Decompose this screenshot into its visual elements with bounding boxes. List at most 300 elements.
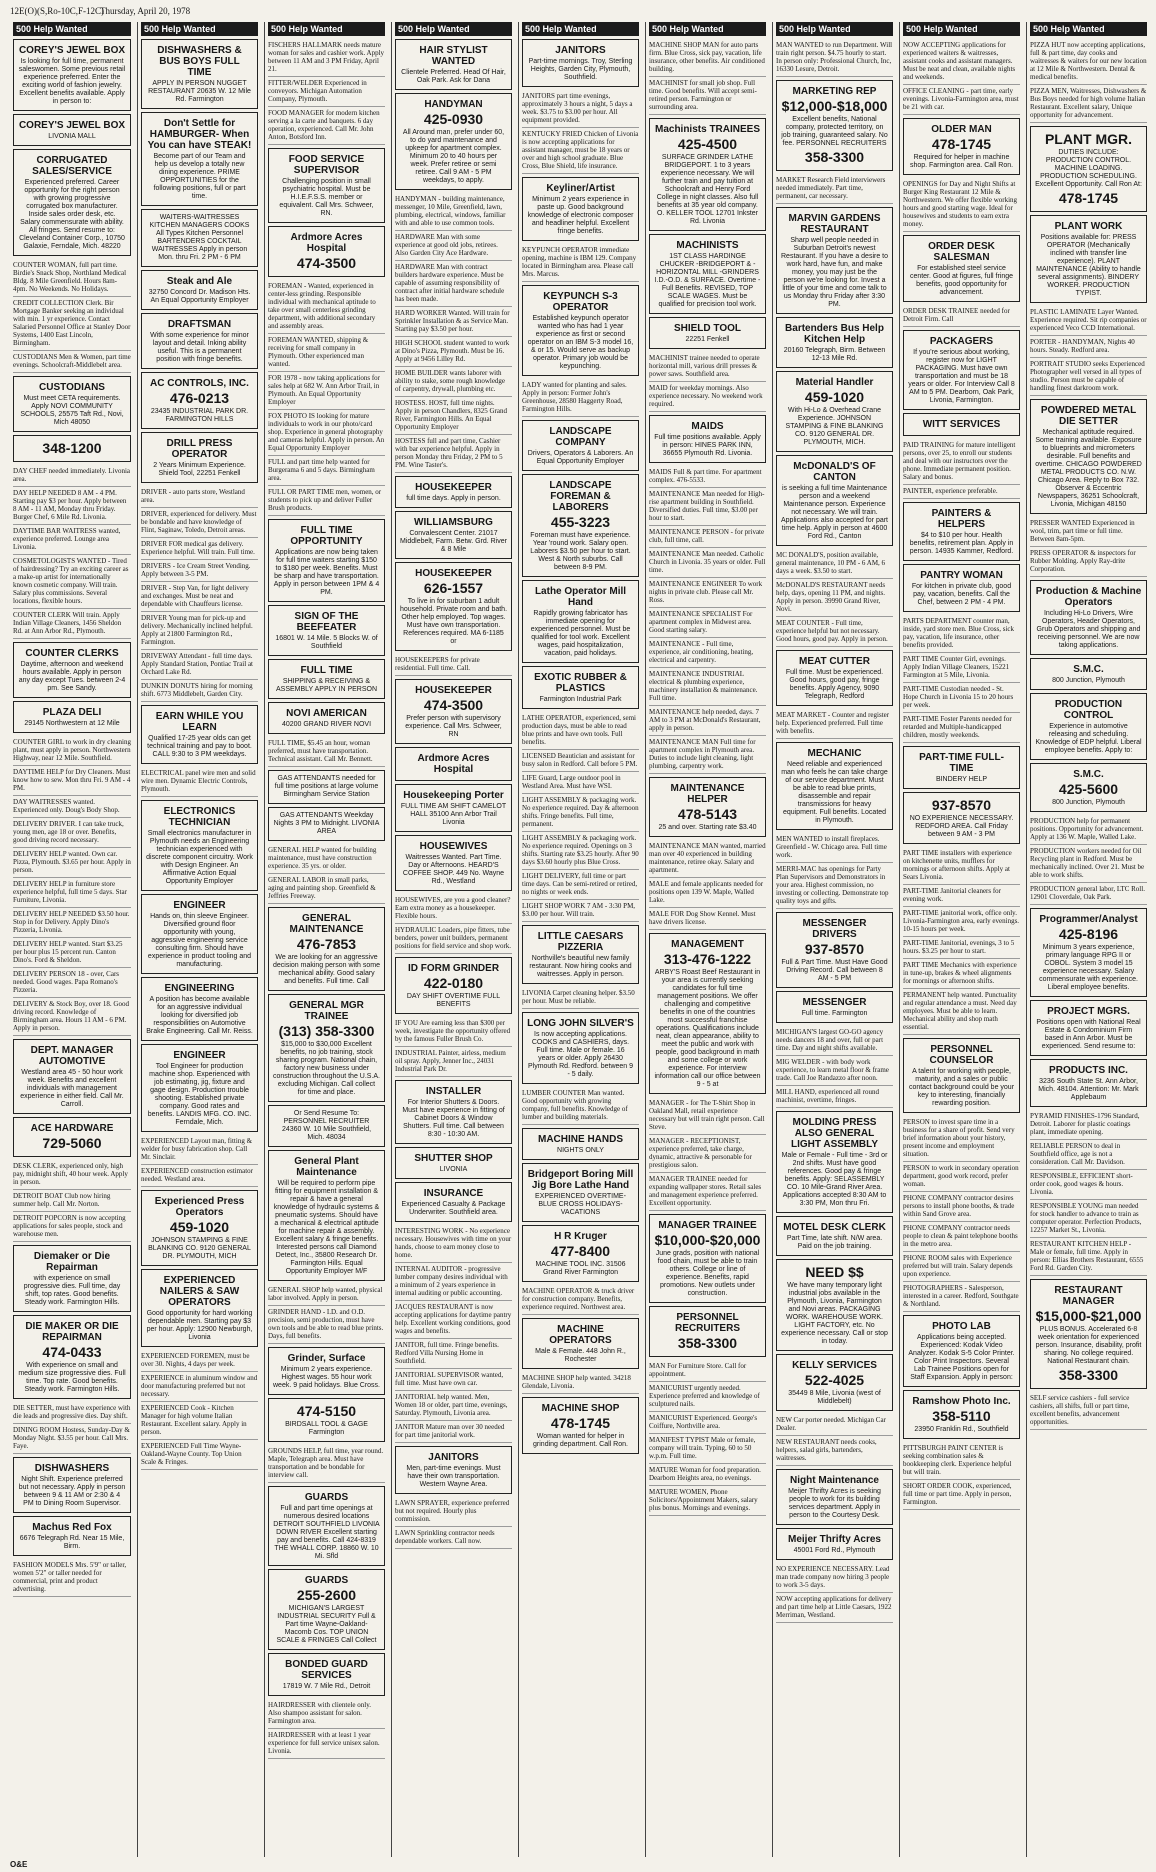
ad-body: PORTRAIT STUDIO seeks Experienced Photographer well versed in all types of studio. Person must be capable of handling finest darkroom work.: [1030, 360, 1145, 392]
ad-body: DELIVERY HELP NEEDED $3.50 hour. Stop in for Delivery. Apply Dino's Pizzeria, Livonia.: [13, 910, 130, 934]
classified-ad: [522, 244, 639, 282]
ad-body: Small electronics manufacturer in Plymouth needs an Engineering technician experienced with discrete component circuitry. Work with Design Engineer. An Affirmative Action Equal Opportunity Employer: [146, 830, 253, 885]
classified-ad: [395, 337, 512, 367]
ad-body: SELF service cashiers - full service cashiers, all shifts, full or part time, excellent benefits, advancement opportunities.: [1030, 1394, 1130, 1426]
ad-body: DAYTIME HELP for Dry Cleaners. Must know how to sew. Mon thru Fri. 9 AM - 4 PM.: [13, 768, 131, 792]
display-ad: [268, 807, 385, 841]
display-ad: [522, 474, 639, 577]
display-ad: [776, 650, 893, 706]
ad-heading: PROJECT MGRS.: [1047, 1006, 1130, 1017]
display-ad: [268, 1150, 385, 1281]
classified-ad: [13, 848, 131, 878]
ad-body: KEYPUNCH OPERATOR immediate opening, machine is IBM 129. Company located in Birmingham area. Please call Mrs. Marcus.: [522, 246, 637, 278]
classified-ad: [776, 1026, 893, 1056]
classified-ad: [395, 435, 512, 473]
classified-ad: [522, 794, 639, 832]
classified-ad: [13, 1402, 131, 1424]
display-ad: [395, 562, 512, 651]
ad-body: MANAGER TRAINEE needed for expanding wallpaper stores. Retail sales and management experience preferred. Excellent opportunity.: [649, 1175, 762, 1207]
ad-heading: MEAT CUTTER: [799, 656, 870, 667]
classified-ad: [776, 863, 893, 909]
ad-heading: DIE MAKER OR DIE REPAIRMAN: [25, 1321, 119, 1343]
ad-body: MILL HAND, experienced all round machinist, overtime, fringes.: [776, 1088, 879, 1104]
ad-body: Northville's beautiful new family restaurant. Now hiring cooks and waitresses. Apply in person.: [529, 955, 632, 978]
ad-body: EXPERIENCED Layout man, fitting & welder for busy fabrication shop. Call Mr. Sinclair.: [141, 1137, 253, 1161]
ad-body: MAN WANTED to run Department. Will train right person. $4.75 hourly to start. In person only: Professional Church, Inc, 16330 Lesure, Detroit.: [776, 41, 893, 73]
classified-ad: [395, 1301, 512, 1339]
ad-body: PRODUCTION help for permanent positions. Opportunity for advancement. Apply at 136 W. Maple, Walled Lake.: [1030, 817, 1144, 841]
ad-body: BIRDSALL TOOL & GAGE Farmington: [285, 1421, 368, 1436]
classified-ad: [13, 1424, 131, 1454]
display-ad: [776, 742, 893, 830]
ad-heading: Steak and Ale: [166, 276, 233, 287]
ad-phone: 478-1745: [931, 136, 992, 152]
display-ad: [522, 285, 639, 376]
ad-body: Full time. Must be experienced. Good hours, good pay, fringe benefits. Apply Agency, 9090 Telegraph, Redford: [785, 669, 884, 700]
classified-ad: [649, 638, 766, 668]
ad-body: MAINTENANCE MAN Full time for apartment complex in Plymouth area. Duties to include light cleaning, light plumbing, carpentry work.: [649, 738, 756, 770]
classified-ad: [649, 668, 766, 706]
classified-ad: [649, 548, 766, 578]
classified-ad: [1030, 1238, 1147, 1276]
ad-phone: 348-1200: [42, 440, 102, 456]
display-ad: [13, 435, 131, 462]
ad-phone: 478-1745: [1058, 190, 1119, 206]
classified-ad: [776, 1593, 893, 1623]
ad-heading: Diemaker or Die Repairman: [33, 1251, 111, 1273]
ad-body: Foreman must have experience. Year 'round work. Salary open. Laborers $3.50 per hour to start. West & North suburbs. Call between 8-9 PM.: [530, 532, 631, 571]
ad-body: PERMANENT help wanted. Punctuality and regular attendance a must. Need day employees. Must be able to learn. Mechanical ability and shop math essential.: [903, 991, 1017, 1031]
ad-body: NIGHTS ONLY: [557, 1147, 604, 1154]
classified-column: [518, 22, 642, 1857]
ad-body: MANICURIST Experienced. George's Coiffure, Northville area.: [649, 1414, 758, 1430]
ad-body: full time days. Apply in person.: [406, 495, 501, 502]
classified-ad: [649, 878, 766, 908]
ad-heading: MARVIN GARDENS RESTAURANT: [788, 213, 881, 235]
ad-body: McDONALD'S RESTAURANT needs help, days, opening 11 PM, and nights. Apply in person. 39990 Grand River, Novi.: [776, 581, 886, 613]
ad-heading: Machinists TRAINEES: [654, 124, 761, 135]
ad-body: SHORT ORDER COOK, experienced, full time or part time. Apply in person, Farmington.: [903, 1482, 1012, 1506]
ad-body: NO EXPERIENCE NECESSARY. REDFORD AREA. Call Friday between 9 AM - 3 PM: [909, 815, 1014, 838]
classified-ad: [141, 680, 258, 702]
classified-ad: [141, 650, 258, 680]
display-ad: [268, 702, 385, 734]
display-ad: [1030, 908, 1147, 997]
display-ad: [268, 659, 385, 699]
classified-ad: [649, 1412, 766, 1434]
classified-ad: [13, 1190, 131, 1212]
ad-body: MAINTENANCE INDUSTRIAL electrical & plumbing experience, machinery installation & maintenance. Full time.: [649, 670, 758, 702]
ad-body: For Interior Shutters & Doors. Must have experience in fitting of Cabinet Doors & Window Shutters. Full time. Call between 8:30 - 10:30 AM.: [402, 1099, 505, 1138]
ad-phone: 474-0433: [42, 1344, 102, 1360]
display-ad: [903, 118, 1020, 175]
classified-ad: [903, 847, 1020, 885]
ad-body: Mechanical aptitude required. Some training available. Exposure to blueprints and micrometers desirable. Full benefits and overtime. CHICAGO POWDERED METAL PRODUCTS CO. N.W. Chicago Area. Reply to Box 732. Observer & Eccentric Newspapers, 36251 Schoolcraft, Livonia, Michigan 48150: [1035, 429, 1142, 508]
ad-phone: $10,000-$20,000: [654, 1232, 761, 1248]
ad-body: PART-TIME Foster Parents needed for retarded and Multiple-handicapped children, mostly weekends.: [903, 715, 1012, 739]
columns: [10, 22, 1150, 1857]
ad-body: JANITORIAL help wanted. Men, Women 18 or older, part time, evenings, Saturday. Plymouth, Livonia area.: [395, 1393, 508, 1417]
classified-ad: [649, 466, 766, 488]
classified-ad: [649, 39, 766, 77]
classified-ad: [903, 653, 1020, 683]
classified-ad: [1030, 883, 1147, 905]
ad-body: with experience on small progressive dies. Full time, day shift, top rates. Good benefits. Steady work. Farmington Hills.: [23, 1275, 121, 1306]
classified-ad: [395, 367, 512, 397]
ad-body: PRODUCTION workers needed for Oil Recycling plant in Redford. Must be mechanically inclined. Over 21. Must be able to work shifts.: [1030, 847, 1145, 879]
classified-ad: [13, 796, 131, 818]
ad-body: RELIABLE PERSON to deal in Southfield office, age is not a consideration. Call Mr. Davidson.: [1030, 1142, 1125, 1166]
ad-body: GRINDER HAND - I.D. and O.D. precision, semi production, must have own tools and be able to read blue prints. Days, full benefits.: [268, 1308, 384, 1340]
classified-column: [1026, 22, 1150, 1857]
display-ad: [522, 177, 639, 241]
ad-body: Or Send Resume To: PERSONNEL RECRUITER 24360 W. 10 Mile Southfield, Mich. 48034: [281, 1110, 372, 1141]
ad-heading: PLANT WORK: [1054, 221, 1123, 232]
ad-body: Good opportunity for hard working dependable men. Starting pay $3 per hour. Apply: 12900 Newburgh, Livonia: [146, 1310, 253, 1341]
classified-ad: [13, 878, 131, 908]
ad-heading: PRODUCTS INC.: [1049, 1065, 1128, 1076]
ad-body: RESTAURANT KITCHEN HELP - Male or female, full time. Apply in person: Ellias Brothers Restaurant, 6555 Ford Rd. Garden City.: [1030, 1240, 1144, 1272]
ad-phone: 313-476-1222: [663, 951, 752, 967]
ad-body: PHONE COMPANY contractor desires persons to install phone booths, & trade within Sand Grove area.: [903, 1194, 1015, 1218]
ad-heading: MESSENGER: [802, 997, 867, 1008]
ad-heading: JANITORS: [555, 45, 606, 56]
ad-body: LIVONIA Carpet cleaning helper. $3.50 per hour. Must be reliable.: [522, 989, 635, 1005]
ad-heading: ENGINEERING: [164, 983, 235, 994]
ad-heading: LANDSCAPE COMPANY: [549, 426, 612, 448]
ad-body: DRIVER Young man for pick-up and delivery. Mechanically inclined helpful. Apply at 21800 Farmington Rd., Farmington.: [141, 614, 253, 646]
ad-body: DETROIT POPCORN is now accepting applications for sales people, stock and warehouse men.: [13, 1214, 126, 1238]
ad-heading: PART-TIME FULL-TIME: [919, 752, 1004, 774]
classified-ad: [649, 1382, 766, 1412]
ad-body: With some experience for minor layout and detail. Inking ability useful. This is a permanent position with fringe benefits.: [150, 332, 249, 363]
ad-heading: Production & Machine Operators: [1035, 586, 1142, 608]
display-ad: [1030, 215, 1147, 303]
classified-ad: [268, 874, 385, 904]
ad-heading: DRAFTSMAN: [167, 319, 232, 330]
ad-body: Drivers, Operators & Laborers. An Equal Opportunity Employer: [527, 450, 634, 465]
classified-ad: [776, 1086, 893, 1108]
ad-body: To live in for suburban 1 adult household. Private room and bath. Other help employed. Top wages. Must have own transportation. References required. MA 6-1185 or: [400, 598, 508, 645]
ad-body: MATURE Woman for food preparation. Dearborn Heights area, no evenings.: [649, 1466, 761, 1482]
ad-body: HARD WORKER Wanted. Will train for Sprinkler Installation & as Service Man. Starting pay $3.50 per hour.: [395, 309, 510, 333]
display-ad: [776, 80, 893, 171]
classified-ad: [903, 85, 1020, 115]
classified-ad: [649, 1486, 766, 1516]
classified-ad: [13, 259, 131, 297]
ad-body: JANITORS part time evenings, approximately 3 hours a night, 5 days a week. $3.75 to $3.00 per hour. All equipment provided.: [522, 92, 633, 124]
ad-body: Minimum 2 years experience. Highest wages. 55 hour work week. 9 paid holidays. Blue Cross.: [273, 1366, 380, 1389]
ad-heading: GENERAL MGR TRAINEE: [289, 1000, 364, 1022]
ad-body: Minimum 2 years experience in paste up. Good background knowledge of electronic composer and headliner helpful. Excellent fringe benefits.: [527, 196, 634, 235]
ad-phone: 522-4025: [804, 1372, 865, 1388]
display-ad: [1030, 1000, 1147, 1056]
ad-heading: PANTRY WOMAN: [920, 570, 1003, 581]
classified-ad: [649, 77, 766, 115]
ad-body: DUTIES INCLUDE: PRODUCTION CONTROL. MACHINE LOADING. PRODUCTION SCHEDULING. Excellent Opportunity. Call Ron At:: [1035, 149, 1142, 188]
ad-body: HANDYMAN - building maintenance, messenger, 10 Mile, Greenfield, lawn, plumbing, electrical, windows, familiar with and able to use common tools.: [395, 195, 506, 227]
classified-ad: [268, 1729, 385, 1759]
display-ad: [776, 912, 893, 988]
ad-body: WAITERS-WAITRESSES KITCHEN MANAGERS COOKS All Types Kitchen Personnel BARTENDERS COCKTAIL WAITRESSES Apply in person Mon. thru Fri. 2 PM - 6 PM: [149, 214, 250, 261]
display-ad: [903, 235, 1020, 302]
ad-phone: 425-5600: [1058, 781, 1119, 797]
ad-body: Meijer Thrifty Acres is seeking people to work for its building services department. Apply in person to the Courtesy Desk.: [788, 1488, 881, 1519]
ad-phone: 358-3300: [677, 1335, 738, 1351]
ad-body: GAS ATTENDANTS needed for full time positions at large volume Birmingham Service Station: [274, 775, 379, 798]
ad-heading: PERSONNEL COUNSELOR: [929, 1044, 994, 1066]
classified-ad: [13, 351, 131, 373]
ad-heading: MARKETING REP: [792, 86, 877, 97]
ad-heading: LITTLE CAESARS PIZZERIA: [537, 931, 624, 953]
ad-phone: NEED $$: [805, 1264, 864, 1280]
ad-body: NOW accepting applications for delivery and part time help at Little Caesars, 1922 Merriman, Westland.: [776, 1595, 892, 1619]
ad-body: PRESSER WANTED Experienced in wool, trim, part time or full time. Between 8am-5pm.: [1030, 519, 1135, 543]
ad-body: LIGHT SHOP WORK 7 AM - 3:30 PM, $3.00 per hour. Will train.: [522, 902, 636, 918]
display-ad: [522, 1163, 639, 1222]
classified-ad: [13, 908, 131, 938]
display-ad: [649, 1306, 766, 1357]
ad-body: APPLY IN PERSON NUGGET RESTAURANT 20635 W. 12 Mile Rd. Farmington: [148, 80, 251, 103]
ad-body: 20160 Telegraph, Birm. Between 12-13 Mile Rd.: [783, 347, 886, 362]
ad-body: PART TIME Mechanics with experience in tune-up, brakes & wheel alignments for mornings or afternoon shifts.: [903, 961, 1017, 985]
display-ad: [649, 777, 766, 837]
display-ad: [13, 1117, 131, 1157]
ad-phone: 358-3300: [1058, 1367, 1119, 1383]
ad-body: LIFE Guard, Large outdoor pool in Westland Area. Must have WSI.: [522, 774, 621, 790]
ad-body: DRIVEWAY Attendant - full time days. Apply Standard Station, Pontiac Trail at Orchard Lake Rd.: [141, 652, 253, 676]
ad-body: MIG WELDER - with body work experience, to learn metal floor & frame trade. Call Joe Randazzo after noon.: [776, 1058, 889, 1082]
display-ad: [522, 39, 639, 87]
ad-heading: Lathe Operator Mill Hand: [534, 586, 627, 608]
ad-body: DAY CHEF needed immediately. Livonia area.: [13, 467, 131, 483]
display-ad: [268, 226, 385, 277]
ad-body: PART-TIME Custodian needed - St. Hope Church in Livonia 15 to 20 hours per week.: [903, 685, 1014, 709]
classified-ad: [1030, 547, 1147, 577]
column-header: 500 Help Wanted: [522, 22, 639, 36]
classified-ad: [903, 39, 1020, 85]
ad-heading: KEYPUNCH S-3 OPERATOR: [543, 291, 618, 313]
column-header: 500 Help Wanted: [268, 22, 385, 36]
ad-body: IF YOU Are earning less than $300 per week, investigate the opportunity offered by the famous Fuller Brush Co.: [395, 1019, 511, 1043]
display-ad: [903, 792, 1020, 844]
display-ad: [395, 39, 512, 90]
ad-body: $4 to $10 per hour. Health benefits, retirement plan. Apply in person. 14935 Kammer, Redford.: [909, 532, 1014, 555]
classified-ad: [649, 908, 766, 930]
ad-body: PRESS OPERATOR & inspectors for Rubber Molding. Apply Ray-drite Corporation.: [1030, 549, 1136, 573]
classified-ad: [776, 39, 893, 77]
ad-body: INTERNAL AUDITOR - progressive lumber company desires individual with a minimum of 2 years experience in internal auditing or public accounting.: [395, 1265, 508, 1297]
classified-ad: [395, 231, 512, 261]
ad-body: June grads, position with national food chain, must be able to train others. College or line of experience. Benefits, rapid promotions. New outlets under construction.: [655, 1250, 760, 1297]
classified-ad: [268, 410, 385, 456]
ad-body: Experienced Casualty & Package Underwriter. Southfield area.: [401, 1201, 506, 1216]
display-ad: [776, 1469, 893, 1525]
ad-heading: JANITORS: [428, 1452, 479, 1463]
ad-body: DUNKIN DONUTS hiring for morning shift. 6773 Middlebelt, Garden City.: [141, 682, 253, 698]
ad-heading: DRILL PRESS OPERATOR: [166, 438, 233, 460]
ad-phone: 626-1557: [423, 580, 484, 596]
ad-body: DELIVERY HELP in furniture store experience helpful, full time 5 days. Star Furniture, Livonia.: [13, 880, 127, 904]
ad-phone: 422-0180: [423, 975, 484, 991]
ad-body: 2 Years Minimum Experience. Shield Tool, 22251 Fenkell: [153, 462, 246, 477]
classified-ad: [649, 352, 766, 382]
classified-column: [772, 22, 896, 1857]
classified-ad: [903, 485, 1020, 499]
display-ad: [776, 1111, 893, 1213]
ad-heading: Ardmore Acres Hospital: [417, 753, 490, 775]
display-ad: [268, 1653, 385, 1696]
display-ad: [13, 1039, 131, 1114]
display-ad: [141, 270, 258, 310]
classified-ad: [268, 737, 385, 767]
ad-body: EXPERIENCED FOREMEN, must be over 30. Nights, 4 days per week.: [141, 1352, 250, 1368]
ad-body: HAIRDRESSER with at least 1 year experience for full service unisex salon. Livonia.: [268, 1731, 380, 1755]
ad-body: PIZZA HUT now accepting applications, full & part time, day cooks and waitresses & waiters for our new location at 12 Mile & Northwestern. Dental & medical benefits.: [1030, 41, 1147, 81]
ad-body: MAINTENANCE - Full time, experience, air conditioning, heating, electrical and carpentry.: [649, 640, 754, 664]
display-ad: [649, 234, 766, 314]
classified-ad: [13, 609, 131, 639]
ad-body: Male & Female. 448 John R., Rochester: [535, 1348, 626, 1363]
ad-heading: FULL TIME: [300, 665, 353, 676]
display-ad: [395, 1182, 512, 1222]
display-ad: [141, 313, 258, 369]
ad-body: PHOTOGRAPHERS - Salesperson, interested in a career. Redford, Southgate & Northland.: [903, 1284, 1019, 1308]
ad-heading: Keyliner/Artist: [546, 183, 615, 194]
ad-body: PART-TIME Janitorial cleaners for evening work.: [903, 887, 1002, 903]
ad-body: SURFACE GRINDER LATHE BRIDGEPORT. 1 to 3 years experience necessary. We will further train and pay tuition at Schoolcraft and Henry Ford College in night classes. Also full benefits at 35 year old company. O. KELLER TOOL 12701 Inkster Rd. Livonia: [656, 154, 759, 225]
classified-ad: [268, 486, 385, 516]
ad-body: MARKET Research Field interviewers needed immediately. Part time, permanent, car necessary.: [776, 176, 886, 200]
ad-body: DAYTIME BAR WAITRESS wanted, experience preferred. Lounge area Livonia.: [13, 527, 121, 551]
ad-heading: Housekeeping Porter: [403, 790, 504, 801]
display-ad: [649, 118, 766, 231]
ad-heading: EXOTIC RUBBER & PLASTICS: [534, 672, 627, 694]
display-ad: [649, 415, 766, 463]
ad-body: MACHINE SHOP MAN for auto parts firm. Blue Cross, sick pay, vacation, life insurance, other benefits. Air conditioned building.: [649, 41, 765, 73]
display-ad: [395, 93, 512, 190]
display-ad: [13, 1245, 131, 1312]
classified-ad: [1030, 517, 1147, 547]
classified-ad: [395, 1225, 512, 1263]
display-ad: [395, 1147, 512, 1179]
classified-ad: [649, 1097, 766, 1135]
ad-body: Full & Part Time. Must Have Good Driving Record. Call between 8 AM - 5 PM: [781, 959, 888, 982]
ad-body: PLASTIC LAMINATE Layer Wanted. Experience required. Sit rip companies or experienced Veco CCD International.: [1030, 308, 1147, 332]
ad-phone: 474-3500: [296, 255, 357, 271]
ad-body: LIVONIA MALL: [48, 133, 96, 140]
ad-body: Including Hi-Lo Drivers, Wire Operators, Header Operators, Grub Operators and shipping and receiving personnel. We are now taking applications.: [1036, 610, 1141, 649]
display-ad: [141, 800, 258, 891]
display-ad: [522, 1225, 639, 1282]
ad-phone: 358-5110: [932, 1408, 991, 1424]
display-ad: [776, 1354, 893, 1411]
ad-body: MATURE WOMEN, Phone Solicitors/Appointment Makers, salary plus bonus. Mornings and evenings.: [649, 1488, 758, 1512]
ad-body: MALE and female applicants needed for positions open 139 W. Maple, Walled Lake.: [649, 880, 764, 904]
classified-ad: [13, 1160, 131, 1190]
ad-body: MAINTENANCE SPECIALIST For apartment complex in Midwest area. Good starting salary.: [649, 610, 753, 634]
display-ad: [141, 372, 258, 429]
classified-ad: [776, 579, 893, 617]
ad-body: Positions available for: PRESS OPERATOR (Mechanically inclined with transfer line experience). PLANT MAINTENANCE (Ability to handle several assignments). BINDERY WORKER. PRODUCTION TYPIST.: [1036, 234, 1141, 297]
classified-ad: [903, 907, 1020, 937]
ad-heading: MANAGER TRAINEE: [658, 1220, 757, 1231]
display-ad: [522, 420, 639, 471]
ad-body: PART-TIME janitorial work, office only. Livonia-Farmington area, early evenings. 10-15 hours per week.: [903, 909, 1020, 933]
classified-ad: [13, 998, 131, 1036]
ad-body: DRIVER, experienced for delivery. Must be bondable and have knowledge of Flint, Saginaw, Toledo, Detroit areas.: [141, 510, 257, 534]
classified-ad: [1030, 336, 1147, 358]
classified-ad: [522, 712, 639, 750]
ad-body: HOSTESS. HOST, full time nights. Apply in person Chandlers, 8325 Grand River, Farmington Hills. An Equal Opportunity Employer: [395, 399, 507, 431]
ad-heading: ORDER DESK SALESMAN: [928, 241, 995, 263]
classified-ad: [903, 305, 1020, 327]
display-ad: [141, 112, 258, 206]
classified-ad: [141, 612, 258, 650]
classified-ad: [395, 307, 512, 337]
ad-body: DRIVER - Step Van, for light delivery and exchanges. Must be neat and dependable with Chauffeurs license.: [141, 584, 249, 608]
ad-body: Tool Engineer for production machine shop. Experienced with job estimating, jig, fixture and gage design. Production trouble shooting. Established private company. Good rates and benefits. LANDIS MFG. CO. INC. Ferndale, Mich.: [147, 1063, 252, 1126]
ad-body: DAY WAITRESSES wanted. Experienced only. Doug's Body Shop.: [13, 798, 120, 814]
ad-phone: 474-5150: [296, 1403, 357, 1419]
ad-heading: S.M.C.: [1073, 664, 1104, 675]
ad-body: DIE SETTER, must have experience with die leads and progressive dies. Day shift.: [13, 1404, 131, 1420]
classified-ad: [649, 488, 766, 526]
classified-ad: [13, 766, 131, 796]
ad-phone: 358-3300: [804, 149, 865, 165]
ad-heading: Don't Settle for HAMBURGER- When You can have STEAK!: [147, 118, 252, 151]
display-ad: [903, 1038, 1020, 1113]
classified-ad: [1030, 1170, 1147, 1200]
ad-heading: GENERAL MAINTENANCE: [289, 913, 364, 935]
display-ad: [1030, 693, 1147, 760]
ad-body: NEW RESTAURANT needs cooks, helpers, salad girls, bartenders, waitresses.: [776, 1438, 877, 1462]
ad-heading: SHUTTER SHOP: [414, 1153, 493, 1164]
ad-body: FOREMAN WANTED, shipping & receiving for small company in Plymouth. Other experienced man wanted.: [268, 336, 369, 368]
classified-ad: [1030, 1140, 1147, 1170]
ad-body: Male or Female - Full time - 3rd or 2nd shifts. Must have good references. Good pay & fringe benefits. Apply: SELASSEMBLY CO. 10 Mile-Grand River Area. Applications accepted 8:30 AM to 3:30 PM, Mon thru Fri.: [781, 1152, 888, 1207]
classified-ad: [395, 1369, 512, 1391]
ad-body: Is now accepting applications. COOKS and CASHIERS, days. Full time. Male or female. 16 years or older. Apply 26430 Plymouth Rd. Redford. between 9 - 5 daily.: [527, 1031, 634, 1078]
classified-ad: [776, 833, 893, 863]
display-ad: [395, 835, 512, 891]
ad-body: JANITOR Mature man over 30 needed for part time janitorial work.: [395, 1423, 505, 1439]
ad-heading: COUNTER CLERKS: [25, 648, 119, 659]
classified-ad: [141, 508, 258, 538]
ad-phone: 937-8570: [804, 941, 865, 957]
ad-body: COUNTER WOMAN, full part time. Birdie's Snack Shop, Northland Medical Bldg. 8 Mile Greenfield. Hours 8am-4pm. No Weekends. No Holidays.: [13, 261, 127, 293]
display-ad: [141, 39, 258, 109]
ad-body: MACHINE TOOL INC. 31506 Grand River Farmington: [535, 1261, 626, 1276]
ad-body: MEAT COUNTER - Full time, experience helpful but not necessary. Good hours, good pay. Apply in person.: [776, 619, 888, 643]
ad-body: MACHINE SHOP help wanted. 34218 Glendale, Livonia.: [522, 1374, 631, 1390]
ad-body: Convalescent Center. 21017 Middlebelt, Farm. Betw. Grd. River & 8 Mile: [400, 530, 507, 553]
ad-heading: HOUSEKEEPER: [415, 685, 492, 696]
ad-body: Full and part time openings at numerous desired locations DETROIT SOUTHFIELD LIVONIA DOWN RIVER Excellent starting pay and benefits. Call 424-8319 THE WHALL CORP. 18860 W. 10 Mi. Sfld: [273, 1505, 380, 1560]
ad-body: EXPERIENCED OVERTIME-BLUE CROSS HOLIDAYS-VACATIONS: [535, 1193, 626, 1216]
ad-body: For established steel service center. Good at figures, full fringe benefits, good opportunity for advancement.: [909, 265, 1014, 296]
classified-ad: [13, 525, 131, 555]
ad-body: 32750 Concord Dr. Madison Hts. An Equal Opportunity Employer: [148, 289, 251, 304]
ad-heading: MANAGEMENT: [671, 939, 744, 950]
ad-heading: HOUSEWIVES: [419, 841, 488, 852]
classified-ad: [522, 128, 639, 174]
classified-ad: [903, 1282, 1020, 1312]
ad-heading: COREY'S JEWEL BOX: [18, 45, 126, 56]
ad-body: FOX PHOTO IS looking for mature individuals to work in our photo/card shop. Experience in general photography and cameras helpful. Apply in person. An Equal Opportunity Employer: [268, 412, 385, 452]
ad-body: MICHIGAN'S LARGEST INDUSTRIAL SECURITY Full & Part time Wayne-Oakland-Macomb Cos. TOP UNION SCALE & FRINGES Call Collect: [276, 1605, 377, 1644]
ad-body: PRODUCTION general labor, LTC Roll. 12901 Cloverdale, Oak Park.: [1030, 885, 1145, 901]
